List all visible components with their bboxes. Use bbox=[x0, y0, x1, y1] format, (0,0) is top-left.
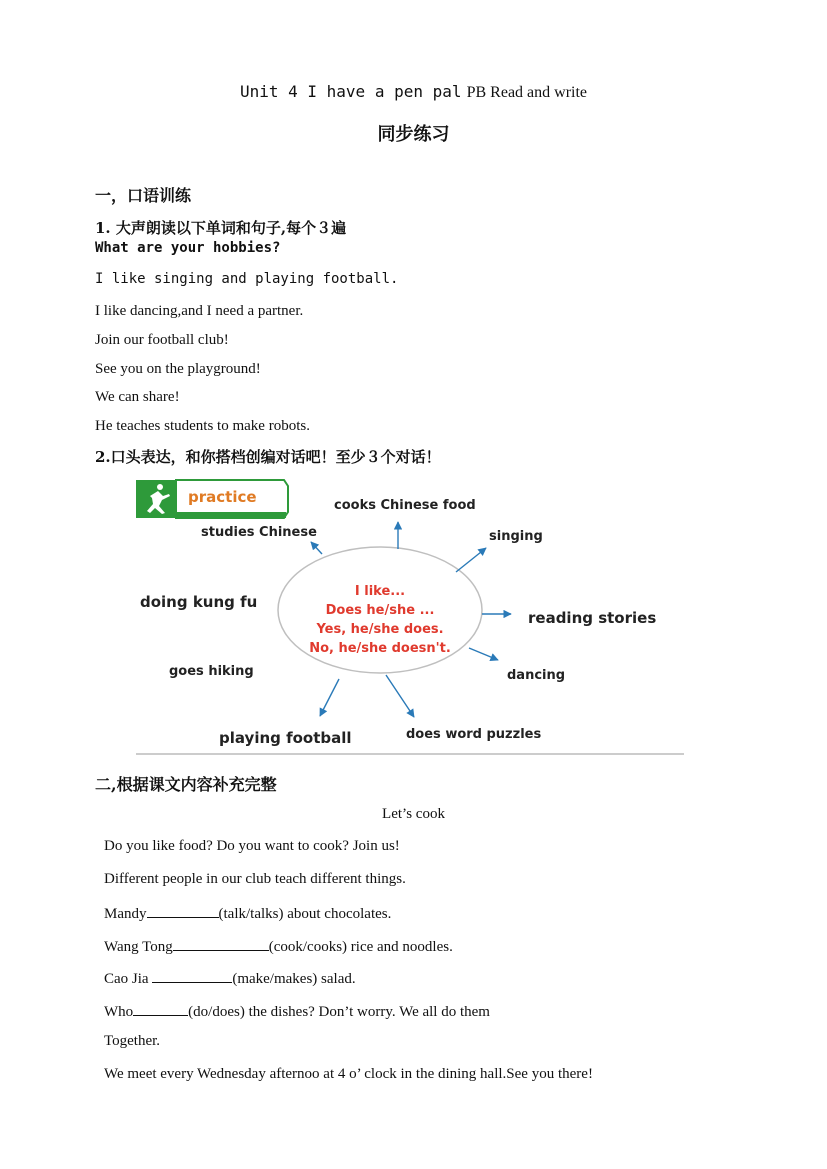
blank-2[interactable] bbox=[173, 936, 269, 951]
passage-line-8: We meet every Wednesday afternoo at 4 o’ clock in the dining hall.See you there! bbox=[104, 1066, 593, 1082]
line5-rest: (make/makes) salad. bbox=[232, 971, 356, 987]
label-studies-chinese: studies Chinese bbox=[201, 525, 317, 540]
label-reading-stories: reading stories bbox=[528, 609, 657, 627]
label-cooks-chinese-food: cooks Chinese food bbox=[334, 498, 476, 513]
line4-subject: Wang Tong bbox=[104, 939, 173, 955]
passage-line-4 bbox=[104, 936, 453, 956]
line5-subject: Cao Jia bbox=[104, 971, 153, 987]
passage-line-5 bbox=[104, 968, 356, 988]
line4-rest: (cook/cooks) rice and noodles. bbox=[268, 939, 453, 955]
passage-line-3 bbox=[104, 903, 391, 923]
passage-line-7: Together. bbox=[104, 1033, 161, 1049]
label-doing-kung-fu: doing kung fu bbox=[140, 593, 258, 611]
title-main: Unit 4 I have a pen pal bbox=[239, 82, 462, 101]
center-line-2: Does he/she ... bbox=[325, 603, 435, 618]
passage-line-6 bbox=[104, 1001, 490, 1021]
label-does-word-puzzles: does word puzzles bbox=[406, 727, 542, 742]
practice-diagram-svg bbox=[136, 472, 686, 757]
sentence-7: He teaches students to make robots. bbox=[95, 418, 310, 434]
section1-heading: 一，口语训练 bbox=[95, 186, 192, 205]
label-singing: singing bbox=[489, 529, 543, 544]
sentence-6: We can share! bbox=[95, 389, 180, 405]
title-suffix: PB Read and write bbox=[466, 84, 588, 101]
sentence-1: What are your hobbies? bbox=[95, 240, 281, 256]
practice-diagram bbox=[136, 472, 686, 757]
line3-subject: Mandy bbox=[104, 906, 147, 922]
passage-line-1: Do you like food? Do you want to cook? Join us! bbox=[104, 838, 400, 854]
blank-3[interactable] bbox=[152, 968, 232, 983]
passage-title: Let’s cook bbox=[382, 806, 445, 822]
task1-instruction: 1. 大声朗读以下单词和句子,每个３遍 bbox=[95, 219, 347, 237]
task2-instruction: 2.口头表达，和你搭档创编对话吧！至少３个对话！ bbox=[95, 448, 441, 466]
sentence-5: See you on the playground! bbox=[95, 361, 261, 377]
line6-rest: (do/does) the dishes? Don’t worry. We all do them bbox=[188, 1004, 490, 1020]
label-goes-hiking: goes hiking bbox=[169, 664, 254, 679]
sentence-3: I like dancing,and I need a partner. bbox=[95, 303, 304, 319]
page-subtitle: 同步练习 bbox=[377, 124, 450, 145]
center-line-3: Yes, he/she does. bbox=[316, 622, 444, 637]
blank-4[interactable] bbox=[133, 1001, 188, 1016]
sentence-4: Join our football club! bbox=[95, 332, 229, 348]
label-playing-football: playing football bbox=[219, 729, 352, 747]
label-dancing: dancing bbox=[507, 668, 566, 683]
line3-rest: (talk/talks) about chocolates. bbox=[218, 906, 392, 922]
center-line-1: I like... bbox=[354, 584, 406, 599]
practice-badge bbox=[136, 480, 288, 518]
center-line-4: No, he/she doesn't. bbox=[309, 641, 451, 656]
line6-subject: Who bbox=[104, 1004, 134, 1020]
page-title bbox=[0, 82, 827, 102]
blank-1[interactable] bbox=[147, 903, 219, 918]
section2-heading: 二,根据课文内容补充完整 bbox=[95, 775, 277, 794]
badge-label: practice bbox=[188, 488, 257, 506]
sentence-2: I like singing and playing football. bbox=[95, 271, 399, 287]
passage-line-2: Different people in our club teach different things. bbox=[104, 871, 406, 887]
